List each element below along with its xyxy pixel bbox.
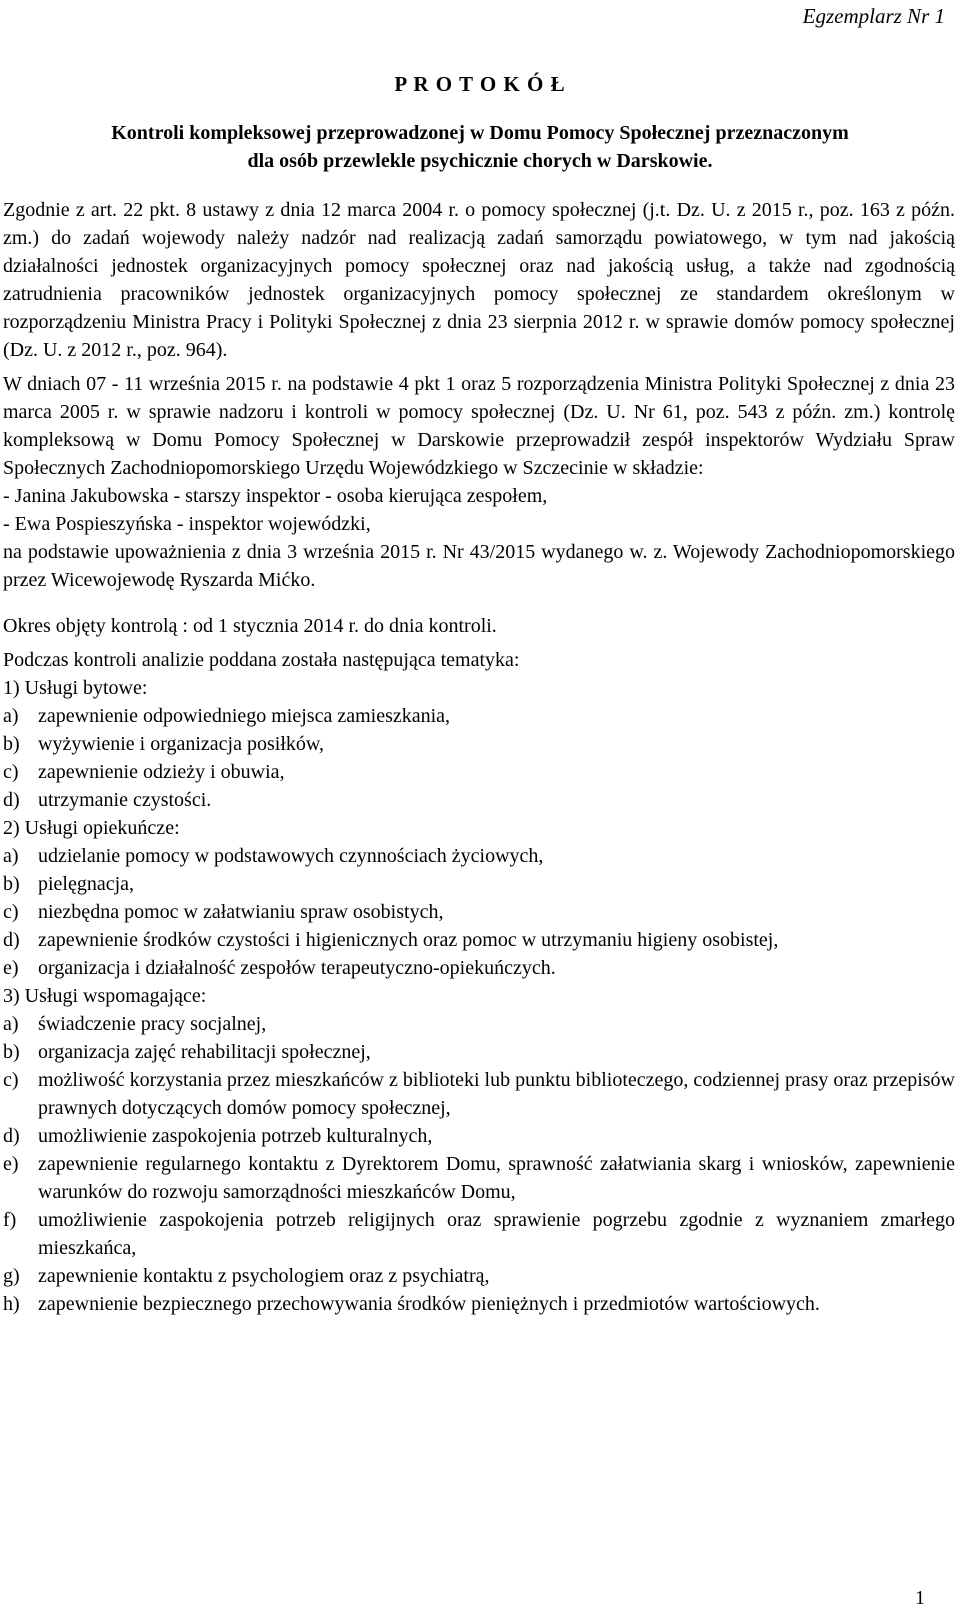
section-heading: 3) Usługi wspomagające: <box>3 985 207 1007</box>
topics-intro: Podczas kontroli analizie poddana została następująca tematyka: <box>3 649 520 671</box>
list-item-label: e) <box>3 957 19 979</box>
list-item-label: b) <box>3 1041 20 1063</box>
inspection-paragraph: W dniach 07 - 11 września 2015 r. na podstawie 4 pkt 1 oraz 5 rozporządzenia Ministra Polityki Społecznej z dnia 23 marca 2005 r. w sprawie nadzoru i kontroli w pomocy społecznej (Dz. U. Nr 61, poz. 543 z późn. zm.) kontrolę kompleksową w Domu Pomocy Społecznej w Darskowie przeprowadził zespół inspektorów Wydziału Spraw Społecznych Zachodniopomorskiego Urzędu Wojewódzkiego w Szczecinie w składzie: <box>3 373 955 479</box>
list-item-text: zapewnienie regularnego kontaktu z Dyrektorem Domu, sprawność załatwiania skarg i wniosków, zapewnienie warunków do rozwoju samorządności mieszkańców Domu, <box>38 1153 955 1203</box>
list-item-label: c) <box>3 1069 19 1091</box>
list-item-text: świadczenie pracy socjalnej, <box>38 1013 267 1035</box>
section-heading: 1) Usługi bytowe: <box>3 677 148 699</box>
list-item-label: h) <box>3 1293 20 1315</box>
list-item-text: organizacja i działalność zespołów terapeutyczno-opiekuńczych. <box>38 957 556 979</box>
list-item <box>3 702 955 730</box>
list-item-text: niezbędna pomoc w załatwianiu spraw osobistych, <box>38 901 444 923</box>
list-item-label: a) <box>3 845 19 867</box>
list-item <box>3 730 955 758</box>
list-item-label: a) <box>3 705 19 727</box>
list-item-text: zapewnienie odzieży i obuwia, <box>38 761 285 783</box>
list-item-label: d) <box>3 789 20 811</box>
list-item-text: wyżywienie i organizacja posiłków, <box>38 733 325 755</box>
subtitle-line: Kontroli kompleksowej przeprowadzonej w Domu Pomocy Społecznej przeznaczonym <box>111 122 849 144</box>
topics-section-2 <box>3 814 955 982</box>
list-item <box>3 786 955 814</box>
list-item-text: udzielanie pomocy w podstawowych czynnościach życiowych, <box>38 845 544 867</box>
legal-basis-paragraph: Zgodnie z art. 22 pkt. 8 ustawy z dnia 12 marca 2004 r. o pomocy społecznej (j.t. Dz. U. z 2015 r., poz. 163 z późn. zm.) do zadań wojewody należy nadzór nad realizacją zadań samorządu powiatowego, w tym nad jakością działalności jednostek organizacyjnych pomocy społecznej oraz nad jakością usług, a także nad zgodnością zatrudnienia pracowników jednostek organizacyjnych pomocy społecznej ze standardem określonym w rozporządzeniu Ministra Pracy i Polityki Społecznej z dnia 23 sierpnia 2012 r. w sprawie domów pomocy społecznej (Dz. U. z 2012 r., poz. 964). <box>3 199 955 361</box>
list-item <box>3 898 955 926</box>
inspection-period: Okres objęty kontrolą : od 1 stycznia 2014 r. do dnia kontroli. <box>3 615 497 637</box>
list-item <box>3 954 955 982</box>
list-item-label: b) <box>3 873 20 895</box>
list-item <box>3 1038 955 1066</box>
list-item <box>3 926 955 954</box>
topics-section-3 <box>3 982 955 1318</box>
topics-section-1 <box>3 674 955 814</box>
team-member-1: - Janina Jakubowska - starszy inspektor - osoba kierująca zespołem, <box>3 485 548 507</box>
team-member-2: - Ewa Pospieszyńska - inspektor wojewódzki, <box>3 513 371 535</box>
list-item <box>3 1262 955 1290</box>
list-item <box>3 1066 955 1122</box>
list-item-label: d) <box>3 929 20 951</box>
list-item-text: utrzymanie czystości. <box>38 789 212 811</box>
list-item-label: c) <box>3 761 19 783</box>
document-title: P R O T O K Ó Ł <box>394 72 566 96</box>
list-item <box>3 1150 955 1206</box>
list-item-text: zapewnienie kontaktu z psychologiem oraz z psychiatrą, <box>38 1265 490 1287</box>
list-item <box>3 1206 955 1262</box>
list-item-label: e) <box>3 1153 19 1175</box>
list-item-text: możliwość korzystania przez mieszkańców z biblioteki lub punktu biblioteczego, codziennej prasy oraz przepisów prawnych dotyczących domów pomocy społecznej, <box>38 1069 955 1119</box>
list-item-label: f) <box>3 1209 17 1231</box>
subtitle-line: dla osób przewlekle psychicznie chorych w Darskowie. <box>247 150 713 172</box>
list-item-text: zapewnienie odpowiedniego miejsca zamieszkania, <box>38 705 451 727</box>
copy-number-label: Egzemplarz Nr 1 <box>802 4 945 28</box>
list-item <box>3 1010 955 1038</box>
document-body <box>3 196 955 1318</box>
list-item <box>3 842 955 870</box>
list-item-label: b) <box>3 733 20 755</box>
list-item-text: umożliwienie zaspokojenia potrzeb religijnych oraz sprawienie pogrzebu zgodnie z wyznaniem zmarłego mieszkańca, <box>38 1209 955 1259</box>
list-item-text: pielęgnacja, <box>38 873 135 895</box>
list-item <box>3 870 955 898</box>
list-item <box>3 1122 955 1150</box>
section-heading: 2) Usługi opiekuńcze: <box>3 817 180 839</box>
list-item <box>3 758 955 786</box>
list-item-text: umożliwienie zaspokojenia potrzeb kulturalnych, <box>38 1125 433 1147</box>
list-item <box>3 1290 955 1318</box>
list-item-label: d) <box>3 1125 20 1147</box>
list-item-text: zapewnienie bezpiecznego przechowywania środków pieniężnych i przedmiotów wartościowych. <box>38 1293 820 1315</box>
page-number: 1 <box>915 1587 925 1609</box>
authorization-paragraph: na podstawie upoważnienia z dnia 3 września 2015 r. Nr 43/2015 wydanego w. z. Wojewody Zachodniopomorskiego przez Wicewojewodę Ryszarda Mićko. <box>3 541 955 591</box>
list-item-label: a) <box>3 1013 19 1035</box>
list-item-label: c) <box>3 901 19 923</box>
document-subtitle <box>0 119 960 175</box>
list-item-text: zapewnienie środków czystości i higienicznych oraz pomoc w utrzymaniu higieny osobistej, <box>38 929 779 951</box>
list-item-text: organizacja zajęć rehabilitacji społecznej, <box>38 1041 371 1063</box>
list-item-label: g) <box>3 1265 20 1287</box>
